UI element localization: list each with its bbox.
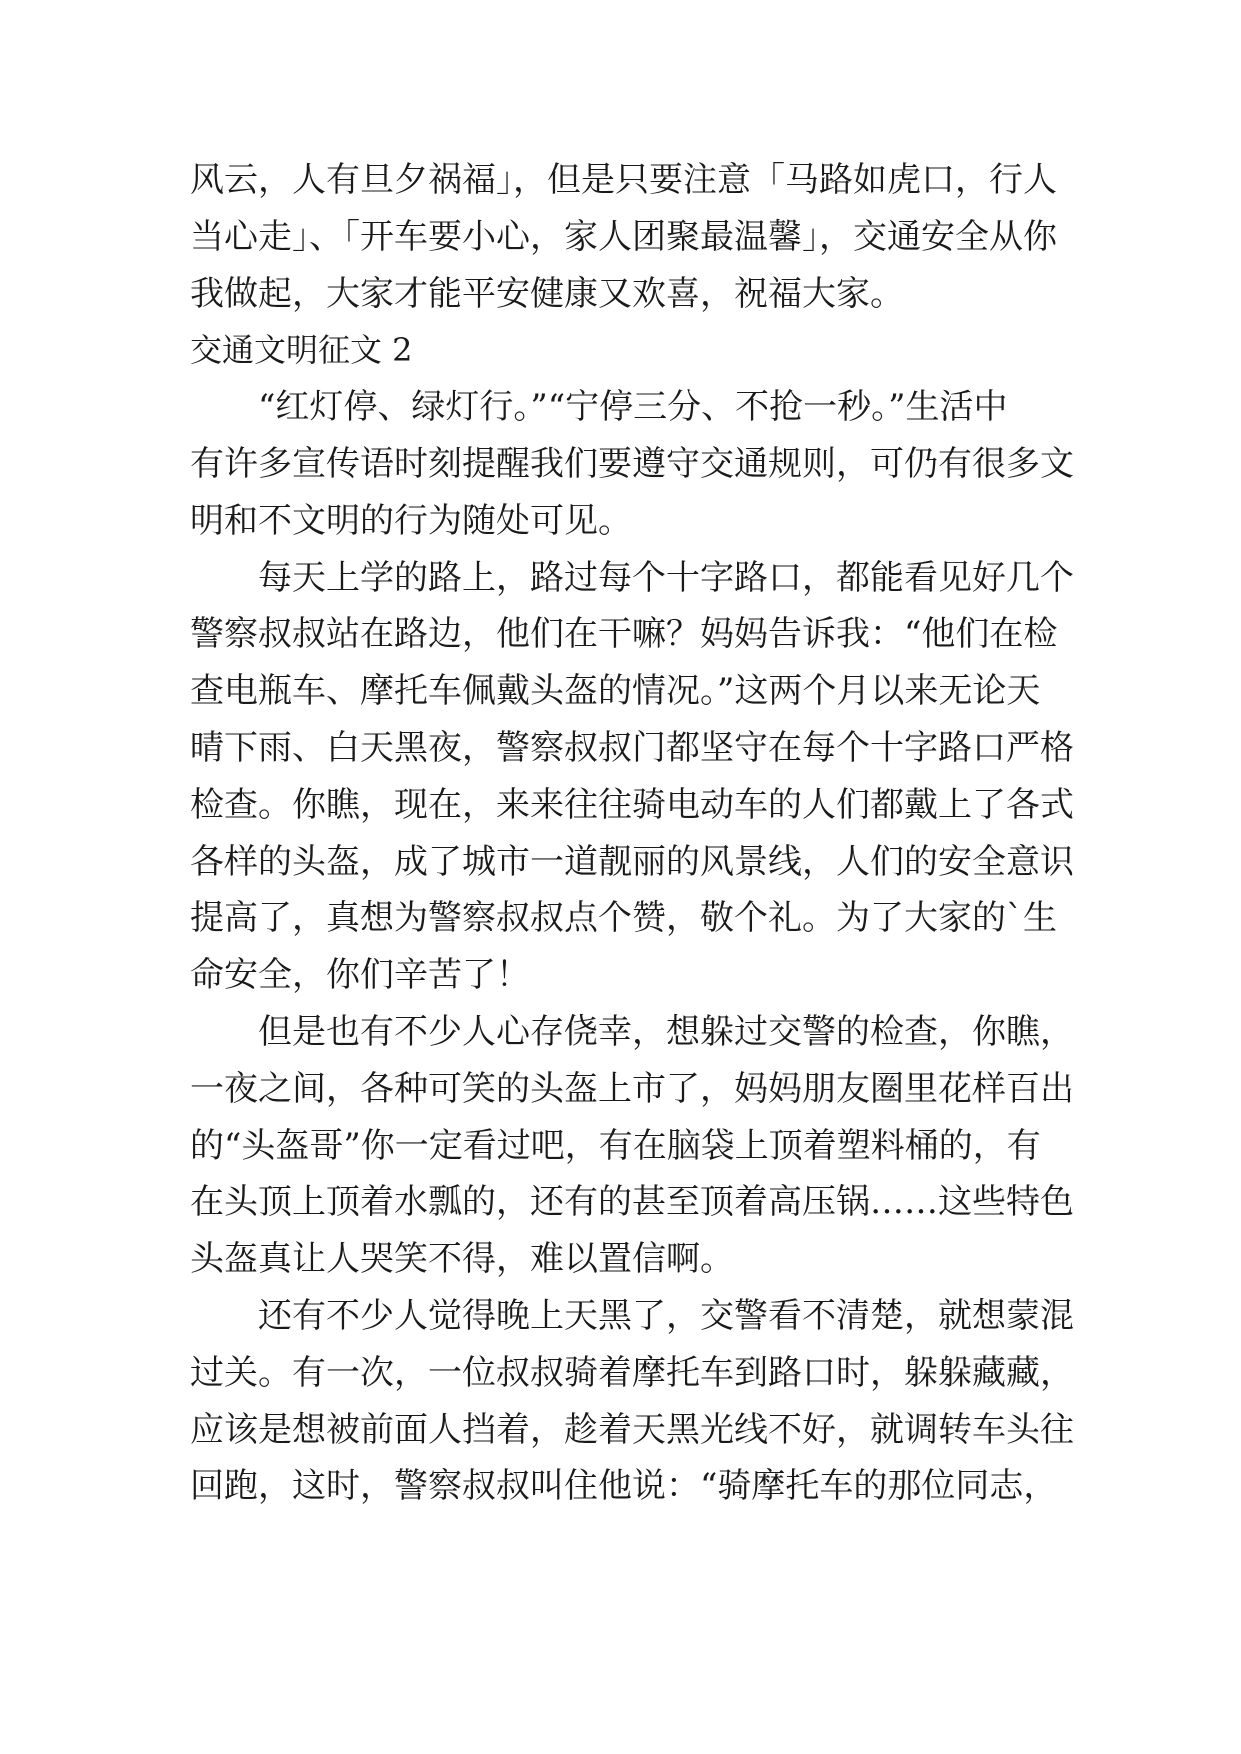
text-line: 有许多宣传语时刻提醒我们要遵守交通规则，可仍有很多文 (190, 443, 1074, 484)
text-line: 头盔真让人哭笑不得，难以置信啊。 (190, 1239, 734, 1280)
text-line: 还有不少人觉得晚上天黑了，交警看不清楚，就想蒙混 (190, 1295, 1074, 1336)
text-line: 过关。有一次，一位叔叔骑着摩托车到路口时，躲躲藏藏， (190, 1352, 1074, 1393)
document-body (190, 152, 1074, 1515)
text-line: 一夜之间，各种可笑的头盔上市了，妈妈朋友圈里花样百出 (190, 1068, 1074, 1109)
text-line: 应该是想被前面人挡着，趁着天黑光线不好，就调转车头往 (190, 1409, 1074, 1450)
text-line: 在头顶上顶着水瓢的，还有的甚至顶着高压锅……这些特色 (190, 1182, 1074, 1223)
text-line: 每天上学的路上，路过每个十字路口，都能看见好几个 (190, 557, 1074, 598)
text-line: 回跑，这时，警察叔叔叫住他说：“骑摩托车的那位同志， (190, 1466, 1058, 1507)
text-line: 但是也有不少人心存侥幸，想躲过交警的检查，你瞧， (190, 1011, 1074, 1052)
text-line: “红灯停、绿灯行。”“宁停三分、不抢一秒。”生活中 (190, 387, 1008, 428)
text-line: 检查。你瞧，现在，来来往往骑电动车的人们都戴上了各式 (190, 784, 1074, 825)
text-line: 当心走」、「开车要小心，家人团聚最温馨」，交通安全从你 (190, 216, 1057, 257)
text-line: 风云，人有旦夕祸福」，但是只要注意「马路如虎口，行人 (190, 160, 1057, 200)
text-line: 各样的头盔，成了城市一道靓丽的风景线，人们的安全意识 (190, 841, 1074, 882)
text-line: 明和不文明的行为随处可见。 (190, 500, 632, 541)
text-line: 的“头盔哥”你一定看过吧，有在脑袋上顶着塑料桶的，有 (190, 1125, 1041, 1166)
text-line: 命安全，你们辛苦了！ (190, 955, 530, 996)
section-title: 交通文明征文 2 (190, 331, 413, 370)
text-line: 警察叔叔站在路边，他们在干嘛？妈妈告诉我：“他们在检 (190, 614, 1058, 655)
text-line: 晴下雨、白天黑夜，警察叔叔门都坚守在每个十字路口严格 (190, 727, 1074, 768)
text-line: 查电瓶车、摩托车佩戴头盔的情况。”这两个月以来无论天 (190, 671, 1041, 712)
text-line: 提高了，真想为警察叔叔点个赞，敬个礼。为了大家的`生 (190, 898, 1057, 939)
text-line: 我做起，大家才能平安健康又欢喜，祝福大家。 (190, 273, 904, 314)
